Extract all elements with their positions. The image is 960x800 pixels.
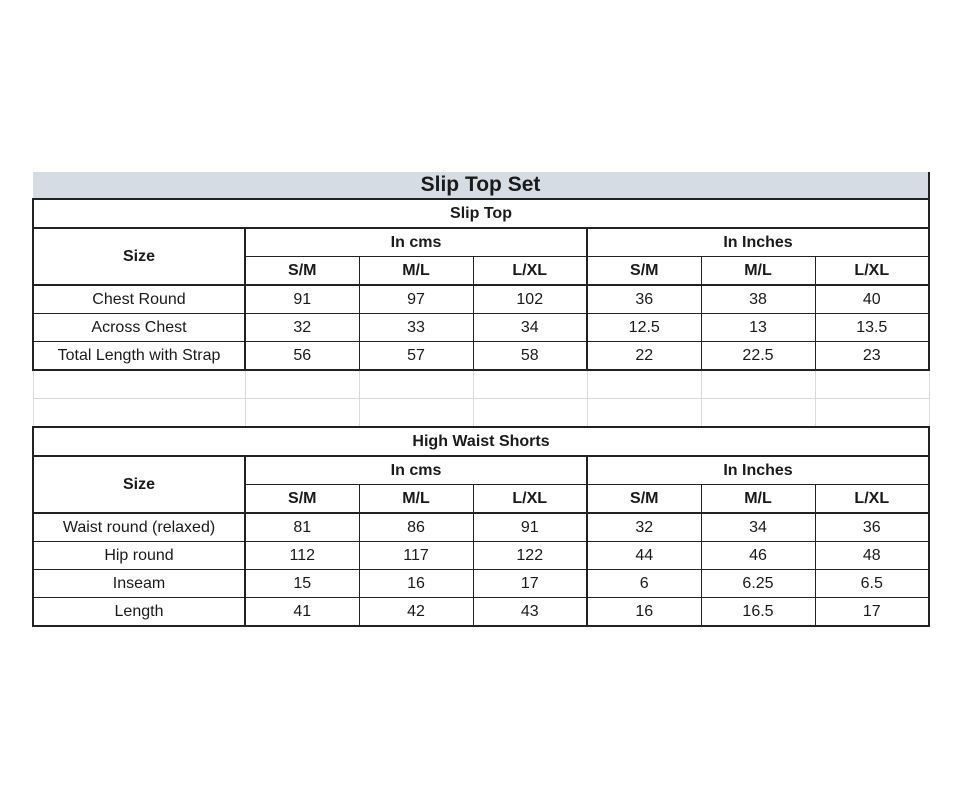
table-cell: 34 [701, 513, 815, 542]
table-cell: 117 [359, 542, 473, 570]
size-col-header: L/XL [473, 257, 587, 286]
table-cell: 12.5 [587, 314, 701, 342]
table-cell: 16 [359, 570, 473, 598]
table-cell: 56 [245, 342, 359, 371]
row-label: Total Length with Strap [33, 342, 245, 371]
table-cell: 91 [245, 285, 359, 314]
size-col-header: M/L [701, 257, 815, 286]
table-cell: 6.5 [815, 570, 929, 598]
blank-cell [33, 370, 245, 399]
size-header: Size [33, 228, 245, 285]
table-cell: 22 [587, 342, 701, 371]
row-label: Chest Round [33, 285, 245, 314]
table-cell: 17 [473, 570, 587, 598]
section-row-slip-top [33, 199, 929, 228]
table-cell: 6 [587, 570, 701, 598]
size-col-header: M/L [359, 485, 473, 514]
size-col-header: S/M [587, 257, 701, 286]
table-cell: 97 [359, 285, 473, 314]
table-cell: 46 [701, 542, 815, 570]
group-header-row [33, 228, 929, 257]
table-cell: 33 [359, 314, 473, 342]
blank-cell [33, 399, 245, 428]
sheet-title: Slip Top Set [33, 172, 929, 199]
section-title-slip-top: Slip Top [33, 199, 929, 228]
blank-cell [701, 370, 815, 399]
table-cell: 16.5 [701, 598, 815, 627]
table-cell: 6.25 [701, 570, 815, 598]
blank-cell [473, 370, 587, 399]
blank-cell [815, 370, 929, 399]
blank-cell [701, 399, 815, 428]
table-cell: 36 [587, 285, 701, 314]
table-cell: 13 [701, 314, 815, 342]
blank-cell [815, 399, 929, 428]
size-col-header: M/L [359, 257, 473, 286]
section-title-shorts: High Waist Shorts [33, 427, 929, 456]
row-label: Across Chest [33, 314, 245, 342]
row-label: Inseam [33, 570, 245, 598]
table-cell: 16 [587, 598, 701, 627]
group-header-row [33, 456, 929, 485]
table-cell: 81 [245, 513, 359, 542]
size-col-header: S/M [245, 257, 359, 286]
table-cell: 102 [473, 285, 587, 314]
table-cell: 13.5 [815, 314, 929, 342]
table-row [33, 314, 929, 342]
table-cell: 57 [359, 342, 473, 371]
table-cell: 38 [701, 285, 815, 314]
size-col-header: L/XL [815, 257, 929, 286]
size-col-header: S/M [245, 485, 359, 514]
section-row-shorts [33, 427, 929, 456]
table-row [33, 342, 929, 371]
group-header-cms: In cms [245, 456, 587, 485]
blank-cell [587, 370, 701, 399]
blank-row [33, 399, 929, 428]
blank-cell [473, 399, 587, 428]
size-col-header: L/XL [815, 485, 929, 514]
row-label: Length [33, 598, 245, 627]
size-col-header: L/XL [473, 485, 587, 514]
blank-cell [359, 370, 473, 399]
table-cell: 32 [587, 513, 701, 542]
table-cell: 58 [473, 342, 587, 371]
table-cell: 40 [815, 285, 929, 314]
table-cell: 112 [245, 542, 359, 570]
size-col-header: M/L [701, 485, 815, 514]
table-cell: 15 [245, 570, 359, 598]
table-cell: 86 [359, 513, 473, 542]
size-chart-sheet [32, 172, 929, 627]
table-cell: 34 [473, 314, 587, 342]
table-cell: 48 [815, 542, 929, 570]
row-label: Hip round [33, 542, 245, 570]
table-cell: 42 [359, 598, 473, 627]
blank-row [33, 370, 929, 399]
group-header-inches: In Inches [587, 228, 929, 257]
size-chart-table [32, 172, 930, 627]
table-cell: 122 [473, 542, 587, 570]
size-col-header: S/M [587, 485, 701, 514]
table-cell: 32 [245, 314, 359, 342]
blank-cell [359, 399, 473, 428]
table-cell: 44 [587, 542, 701, 570]
table-row [33, 542, 929, 570]
blank-cell [245, 399, 359, 428]
row-label: Waist round (relaxed) [33, 513, 245, 542]
blank-cell [245, 370, 359, 399]
table-cell: 17 [815, 598, 929, 627]
table-cell: 43 [473, 598, 587, 627]
table-cell: 41 [245, 598, 359, 627]
group-header-inches: In Inches [587, 456, 929, 485]
size-header: Size [33, 456, 245, 513]
table-cell: 23 [815, 342, 929, 371]
table-cell: 91 [473, 513, 587, 542]
table-cell: 36 [815, 513, 929, 542]
table-row [33, 598, 929, 627]
table-row [33, 513, 929, 542]
table-row [33, 285, 929, 314]
group-header-cms: In cms [245, 228, 587, 257]
table-cell: 22.5 [701, 342, 815, 371]
blank-cell [587, 399, 701, 428]
title-row [33, 172, 929, 199]
table-row [33, 570, 929, 598]
